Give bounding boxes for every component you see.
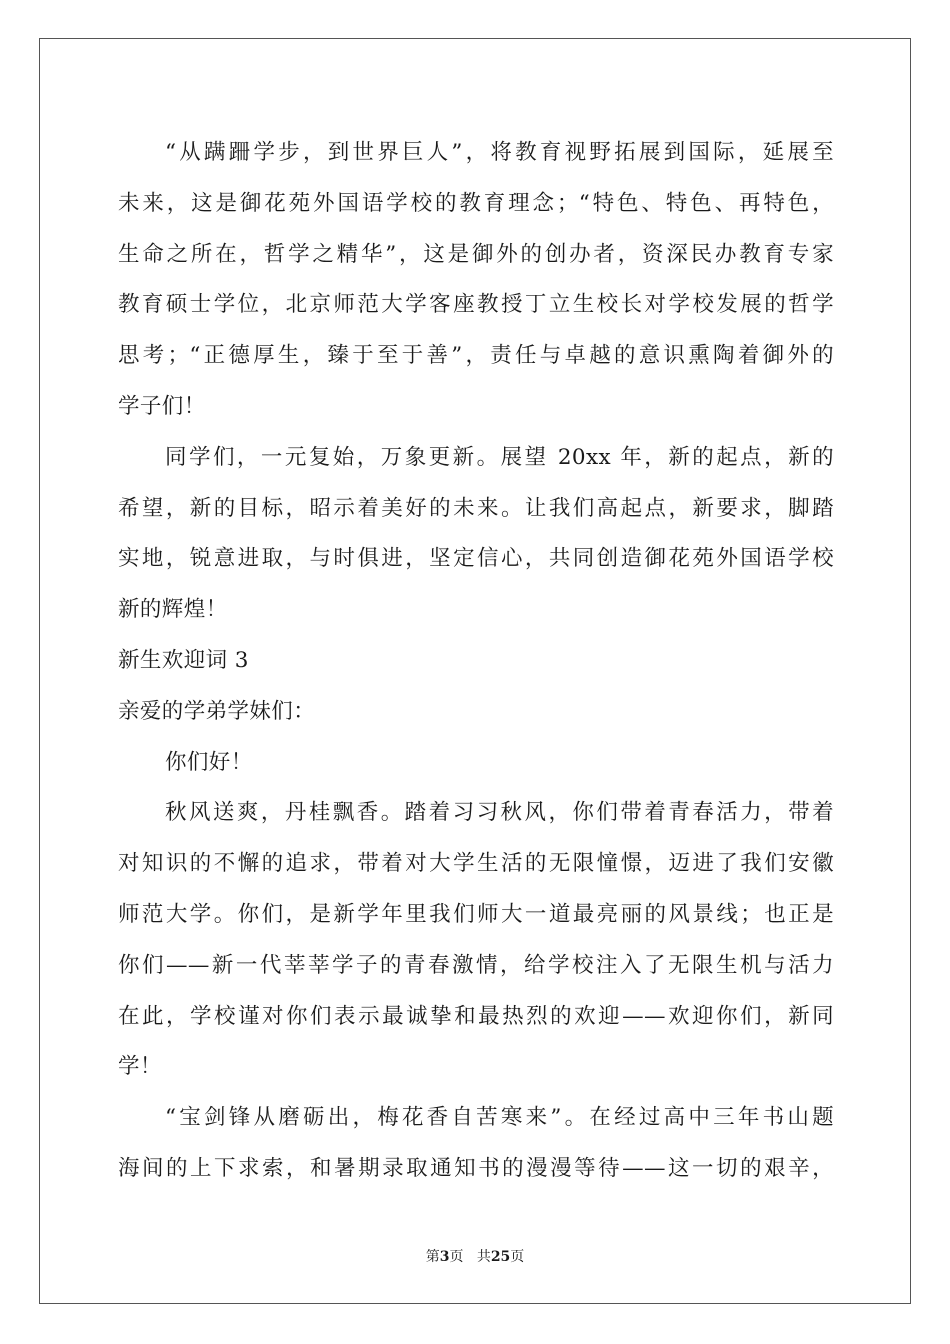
text-line: 生命之所在，哲学之精华”，这是御外的创办者，资深民办教育专家 bbox=[118, 241, 834, 267]
text-line: 新生欢迎词 3 bbox=[118, 647, 249, 673]
text-line: 新的辉煌！ bbox=[118, 597, 228, 623]
text-line: 海间的上下求索，和暑期录取通知书的漫漫等待——这一切的艰辛， bbox=[118, 1155, 834, 1181]
page-suffix: 页 bbox=[449, 1249, 464, 1265]
text-line: 思考；“正德厚生，臻于至于善”，责任与卓越的意识熏陶着御外的 bbox=[118, 343, 834, 369]
document-body bbox=[118, 128, 834, 1195]
total-suffix: 页 bbox=[510, 1249, 525, 1265]
text-line: 在此，学校谨对你们表示最诚挚和最热烈的欢迎——欢迎你们，新同 bbox=[118, 1003, 834, 1029]
text-line: 学！ bbox=[118, 1054, 162, 1080]
text-line: 秋风送爽，丹桂飘香。踏着习习秋风，你们带着青春活力，带着 bbox=[165, 800, 834, 826]
text-line: 学子们！ bbox=[118, 393, 206, 419]
text-line: 你们——新一代莘莘学子的青春激情，给学校注入了无限生机与活力 bbox=[118, 952, 834, 978]
text-line: “宝剑锋从磨砺出，梅花香自苦寒来”。在经过高中三年书山题 bbox=[165, 1105, 834, 1131]
text-line: 希望，新的目标，昭示着美好的未来。让我们高起点，新要求，脚踏 bbox=[118, 495, 834, 521]
page-footer bbox=[0, 1246, 950, 1266]
text-line: 同学们，一元复始，万象更新。展望 20xx 年，新的起点，新的 bbox=[165, 444, 834, 470]
text-line: 教育硕士学位，北京师范大学客座教授丁立生校长对学校发展的哲学 bbox=[118, 292, 834, 318]
page-number: 3 bbox=[439, 1249, 450, 1265]
text-line: 师范大学。你们，是新学年里我们师大一道最亮丽的风景线；也正是 bbox=[118, 901, 834, 927]
page-prefix: 第 bbox=[425, 1249, 440, 1265]
text-line: 未来，这是御花苑外国语学校的教育理念；“特色、特色、再特色， bbox=[118, 190, 834, 216]
total-pages: 25 bbox=[490, 1249, 511, 1265]
text-line: 你们好！ bbox=[165, 749, 253, 775]
text-line: 亲爱的学弟学妹们： bbox=[118, 698, 316, 724]
text-line: 对知识的不懈的追求，带着对大学生活的无限憧憬，迈进了我们安徽 bbox=[118, 851, 834, 877]
text-line: “从蹒跚学步，到世界巨人”，将教育视野拓展到国际，延展至 bbox=[165, 140, 834, 165]
total-prefix: 共 bbox=[476, 1249, 491, 1265]
text-line: 实地，锐意进取，与时俱进，坚定信心，共同创造御花苑外国语学校 bbox=[118, 546, 834, 572]
